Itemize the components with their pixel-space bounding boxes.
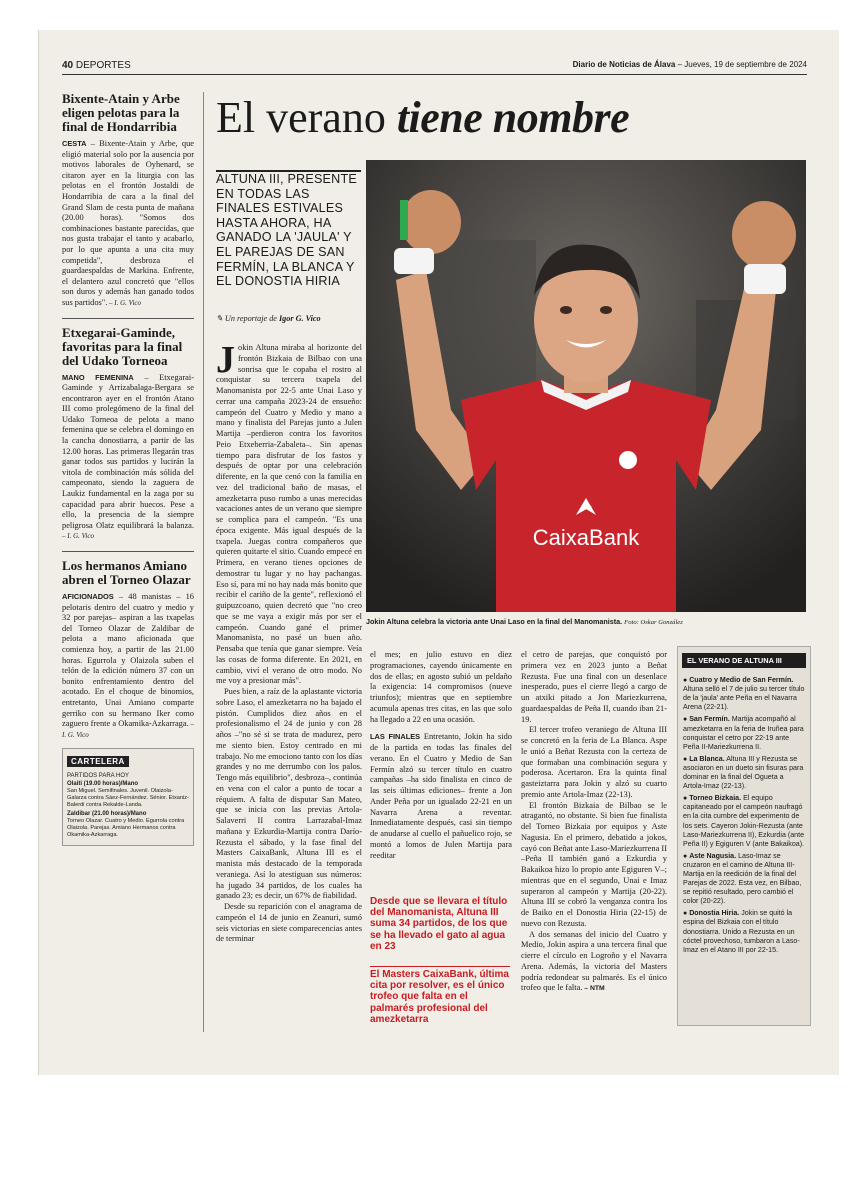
brief-body-cesta: CESTA – Bixente-Atain y Arbe, que eligió material solo por la ausencia por motivos laborales de Oyhenard, se citaron ayer en la liturgia con las pelotas en el frontón Jostaldi de Hondarribia de cara a la final del Grand Slam de cesta punta de mañana (20.00 horas). "Somos dos combinaciones bastante parecidas, que nos gusta trabajar el tanto y acabarlo, por lo que apunta a una cita muy competida", desbroza el guardaespaldas de Markina. Enfrente, el delantero azul concretó que "ellos son duros y además han ganado todos sus partidos". – I. G. Vico [62,139,194,307]
section-name: DEPORTES [75,60,131,71]
article-paragraph: el cetro de parejas, que conquistó por primera vez en 2023 junto a Beñat Rezusta. Fue una final con un desenlace inesperado, pues el cierre llegó a cargo de un atxiki pitado a Jon Mariezkurrena, guardaespaldas de Peña II, cuando iban 21-19. [521,650,667,724]
right-wristband [744,264,786,294]
sponsor-logo: CaixaBank [532,525,640,550]
brief-body-aficionados: AFICIONADOS – 48 manistas – 16 pelotaris dentro del cuatro y medio y 32 por parejas– aspiran a las txapelas del Torneo Olazar de Zaldibar de pelota a mano aficionada que comienza hoy, a partir de las 21.00 horas. Egurrola y Olaizola suben el telón de la edición número 37 con un bonito enfrentamiento dentro del acotado. En el choque de binomios, entretanto, Unai Amiano comparte gerriko con su hermano Iker como zaguero frente a Okamika-Azkarraga. – I. G. Vico [62,592,195,739]
box-item: ● Torneo Bizkaia. El equipo capitaneado por el campeón naufragó en la cita cumbre del experimento de los sets. Cayeron Jokin-Rezusta (ante Laso-Mariezkurrena II), Ezkurdia (ante Peña II) y Egiguren V (ante Bakaikoa). [683,794,805,848]
brief-title-cesta: Bixente-Atain y Arbe eligen pelotas para la final de Hondarribia [62,91,180,134]
box-item: ● Cuatro y Medio de San Fermín. Altuna selló el 7 de julio su tercer título de la 'jaula' ante Peña en el Navarra Arena (22-21). [683,676,805,712]
cartelera-subtitle: PARTIDOS PARA HOY [67,773,130,780]
brief-body-femenina: MANO FEMENINA – Etxegarai-Gaminde y Arrizabalaga-Bergara se encontraron ayer en el frontón Atano III como prolegómeno de la final del Udako Torneoa de pelota a mano femenina que se celebra el domingo en la cancha donostiarra, a partir de las 12.00 horas. Las primeras llegarán tras ganar todos sus partidos y lucirán la vitola de combinación más sólida del campeonato, siendo la zaguera de Laukiz fundamental en la zaga por su capacidad para abrir huecos. Pese a ello, la presencia de la siempre peligrosa Olatz equilibrará la balanza. – I. G. Vico [62,372,194,541]
cartelera-entry: Zaldibar (21.00 horas)/Mano Torneo Olazar. Cuatro y Medio. Egurrola contra Olaizola. Parejas. Amiano Hermanos contra Okamika-Azkarraga. [67,811,185,839]
bullet-icon: ● [683,795,690,803]
divider [62,551,194,552]
article-paragraph: LAS FINALES Entretanto, Jokin ha sido de la partida en todas las finales del verano. En el Cuatro y Medio de San Fermín alzó su tercer título en cuatro campañas –ha sido finalista en cinco de las seis últimas ediciones– frente a Jon Ander Peña por un igualado 22-21 en un Navarra Arena a reventar. Inmediatamente después, casi sin tiempo de anudarse al cuello el pañuelico rojo, se montó a lomos de Julen Martija para reeditar [370,732,512,860]
author-name: Igor G. Vico [278,314,321,323]
left-wristband [394,248,434,274]
article-column-2 [370,650,512,861]
brief-title-aficionados: Los hermanos Amiano abren el Torneo Olazar [62,558,191,587]
red-jersey [461,380,711,612]
cartelera-box [62,748,194,846]
article-paragraph: El tercer trofeo veraniego de Altuna III se concretó en la feria de La Blanca. Aspe le unió a Beñat Rezusta con la certeza de que formaban una combinación segura y poderosa. Acertaron. Era la quinta final gasteiztarra para Jokin y alzó su cuarto premio ante Artola-Imaz (22-13). [521,725,667,799]
bullet-icon: ● [683,716,690,724]
club-badge-icon [619,451,637,469]
box-item: ● La Blanca. Altuna III y Rezusta se asociaron en un dueto sin fisuras para dominar en la final del Ogueta a Artola-Imaz (22-13). [683,754,804,791]
article-paragraph: Jokin Altuna miraba al horizonte del frontón Bizkaia de Bilbao con una sonrisa que le copaba el rostro al conquistar su tercera txapela del Manomanista por 22-5 ante Unai Laso y cerrar una campaña 2023-24 de ensueño: campeón del Cuatro y Medio y mano a mano y finalista del Parejas junto a Julen Martija –perdieron contra los favoritos Peio Etxeberria-Zabaleta–. Sin apenas tiempo para disfrutar de los fastos y después de optar por una celebración diferente, en la que cenó con la familia en vez del tradicional baño de masas, el amezketarra puso rumbo a unas merecidas vacaciones antes de un verano que siempre se complica para el campeón. "Es una época exigente. Más igual después de la txapela. Juegas contra compañeros que quieren quitarte el sitio. Cuando empecé en Primera, en verano tienes opciones de demostrar tu lugar y no hay pachangas. Eso sí, para mí no hay nada más bonito que recibir el cariño de la gente", reflexionó el guipuzcoano, quien decretó que "no creo que se me vaya a exigir más por ser el campeón. Cuando gané el primer Manomanista, no pasé un buen año. Pensaba que tenía que ganar siempre. Veía las cosas de forma diferente. En 2021, en cambio, viví el verano de otro modo. No me voy a presionar más". [216,339,362,686]
player-photo [366,160,806,612]
newspaper-name: Diario de Noticias de Álava [572,60,676,69]
article-paragraph: A dos semanas del inicio del Cuatro y Medio, Jokin aspira a una tercera final que cierre el círculo en Logroño y el Navarra Arena. Además, la victoria del Masters podría redondear su palmarés. Es el único trofeo que le falta. – NTM [521,929,667,993]
box-title: EL VERANO DE ALTUNA III [682,653,806,668]
photo-caption: Jokin Altuna celebra la victoria ante Unai Laso en la final del Manomanista. Foto: Oskar González [366,617,683,626]
box-item: ● Donostia Hiria. Jokin se quitó la espina del Bizkaia con el título donostiarra. Unido a Rezusta en un cóctel provechoso, tumbaron a Laso-Imaz en el Atano III por 22-15. [683,909,800,954]
bullet-icon: ● [683,755,690,763]
bullet-icon: ● [683,852,690,860]
article-paragraph: Desde su reparición con el anagrama de campeón el 14 de junio en Zeanuri, sumó seis victorias en siete comparecencias antes de terminar [216,902,362,944]
headline-italic: tiene nombre [396,93,630,142]
box-item: ● Aste Nagusia. Laso-Imaz se cruzaron en el camino de Altuna III-Martija en la reedición de la final del Parejas de 2022. Esta vez, en Bilbao, se repitió resultado, pero cambió el color (20-22). [683,851,802,906]
article-paragraph: Pues bien, a raíz de la aplastante victoria sobre Laso, el amezketarra no ha bajado el pistón. Cumplidos diez años en el profesionalismo el 24 de junio y con 28 años –"no sé si se trata de madurez, pero me siento bien. Estoy centrado en mi trabajo. No me emociono tanto con los días grandes y no me derrumbo con los palos. Tengo más equilibrio", desbroza–, continúa en vena con el calor a punto de tocar a réquiem. A falta de disputar San Mateo, que se inicia con las previas Artola-Salaverri II contra Larrazabal-Imaz mañana y Ezkurdia-Martija contra Darío-Rezusta el sábado, y la fase final del Masters CaixaBank, Altuna III es el manista más destacado de la temporada veraniega. Así lo atestiguan sus números: ha jugado 34 partidos, de los cuales ha ganado 23; es decir, un 67% de fiabilidad. [216,687,362,901]
page-header [62,58,807,75]
subheadline: ALTUNA III, PRESENTE EN TODAS LAS FINALES ESTIVALES HASTA AHORA, HA GANADO LA 'JAULA' Y EL PAREJAS DE SAN FERMÍN, LA BLANCA Y EL DONOSTIA HIRIA [216,170,361,289]
cartelera-title: CARTELERA [67,756,129,767]
player-illustration [366,160,806,612]
article-column-3 [521,650,667,995]
box-item: ● San Fermín. Martija acompañó al amezketarra en la feria de Iruñea para conquistar el cetro por 22-19 ante Peña II-Mariezkurrena II. [683,715,804,751]
headline-plain: El verano [216,93,397,142]
divider [62,318,194,319]
main-headline [216,92,806,148]
right-fist [732,201,796,269]
drop-cap: J [216,339,235,381]
pull-quote-1: Desde que se llevara el título del Manomanista, Altuna III suma 34 partidos, de los que se ha llevado el gato al agua en 23 [370,896,508,952]
left-fist [401,190,461,254]
page-number: 40 [62,60,74,71]
bullet-icon: ● [683,910,690,918]
bullet-icon: ● [683,677,690,685]
photo-credit: Foto: Oskar González [624,619,683,626]
page-section [62,60,131,71]
brief-title-femenina: Etxegarai-Gaminde, favoritas para la final del Udako Torneoa [62,324,183,368]
issue-date: – Jueves, 19 de septiembre de 2024 [675,60,807,69]
article-paragraph: el mes; en julio estuvo en diez programaciones, cayendo únicamente en dos de ellas; en agosto subió un peldaño la exigencia: 14 compromisos (nueve triunfos); mientras que en septiembre acumula apenas tres citas, en las que solo ha llegado a 22 en una ocasión. [370,650,512,724]
article-column-1 [216,339,362,945]
cartelera-entry: Olaiti (19.00 horas)/Mano San Miguel. Semifinales. Juvenil. Olaizola-Galarza contra Sáez-Fernández. Sénior. Etxaniz-Balerdi contra Rekalde-Landa. [67,781,189,809]
column-divider [203,92,204,1032]
byline: ✎ Un reportaje de Igor G. Vico [216,314,321,323]
article-paragraph: El frontón Bizkaia de Bilbao se le atragantó, no obstante. Si bien fue finalista del Torneo Bizkaia por equipos y Aste Nagusia. En el primero, debatido a jokos, cayó con Beñat ante Laso-Mariezkurrena II –Peña II también ganó a Ezkurdia y Bakaikoa hizo lo propio ante Egiguren V–; mientras que en el segundo, Unai e Imaz superaron al campeón y Martija (20-22). Altuna III se cobró la venganza contra los de Baiko en el Donostia Hiria (22-15) de nuevo con Rezusta. [521,800,667,928]
summer-summary-box [677,646,811,1026]
sidebar-briefs [62,92,194,846]
pull-quote-2: El Masters CaixaBank, última cita por resolver, es el único trofeo que falta en el palmarés profesional del amezketarra [370,966,510,1025]
masthead-date [573,60,807,69]
section-lead: LAS FINALES [370,732,421,742]
